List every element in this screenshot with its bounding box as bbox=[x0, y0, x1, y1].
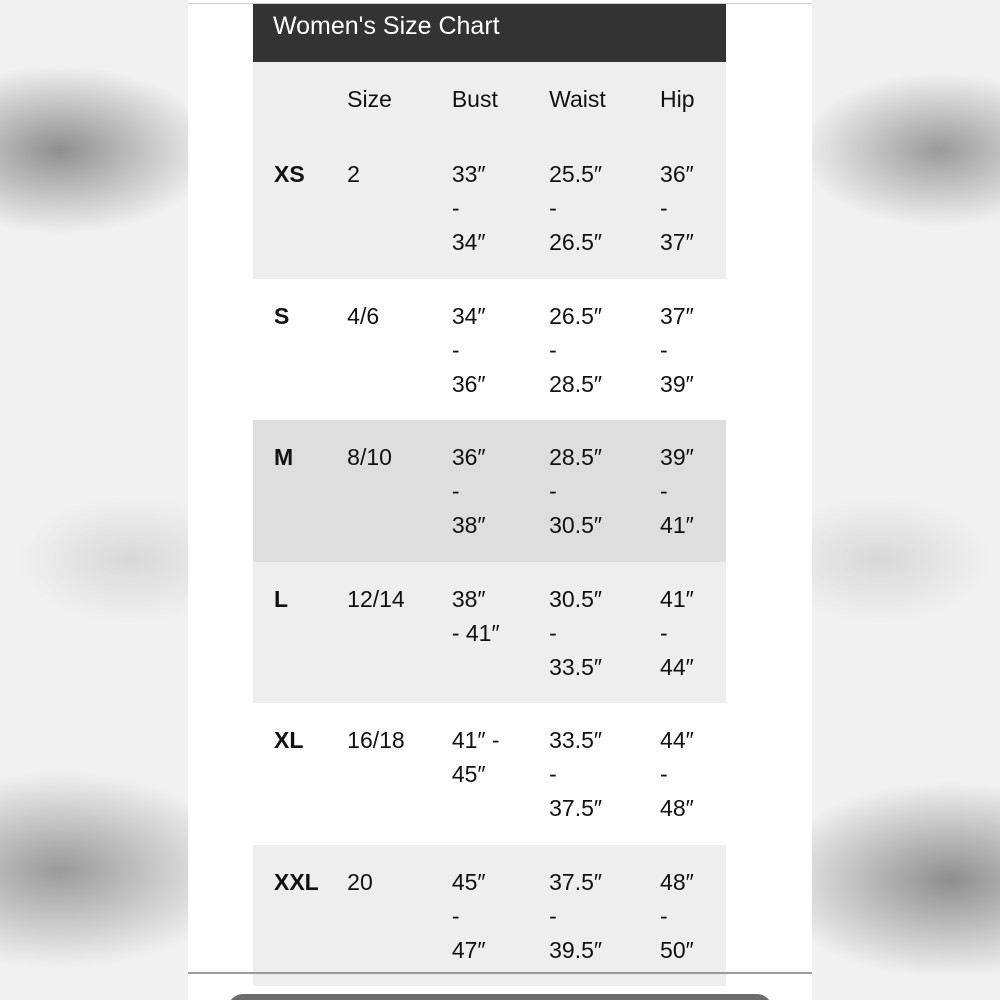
hip-cell: 48″ - 50″ bbox=[660, 868, 694, 963]
row-label: L bbox=[274, 585, 289, 612]
bust-cell: 36″ - 38″ bbox=[451, 444, 486, 538]
hip-cell: 44″ - 48″ bbox=[660, 727, 694, 821]
hip-cell: 37″ - 39″ bbox=[660, 302, 694, 397]
bust-cell: 34″ - 36″ bbox=[451, 302, 486, 397]
header-size: Size bbox=[347, 86, 392, 112]
header-bust: Bust bbox=[451, 86, 498, 112]
row-label: XXL bbox=[274, 868, 319, 895]
header-empty bbox=[253, 62, 347, 137]
size-cell: 2 bbox=[347, 161, 360, 187]
waist-cell: 30.5″ - 33.5″ bbox=[549, 585, 603, 680]
row-label: XS bbox=[274, 161, 305, 187]
table-row bbox=[253, 420, 726, 562]
row-label: XL bbox=[274, 727, 304, 753]
size-table bbox=[253, 62, 726, 986]
table-header-row bbox=[253, 62, 726, 137]
table-row bbox=[253, 703, 726, 845]
hip-cell: 41″ - 44″ bbox=[660, 585, 694, 680]
size-cell: 4/6 bbox=[347, 302, 380, 329]
size-cell: 8/10 bbox=[347, 444, 392, 470]
row-label: S bbox=[274, 302, 290, 329]
table-row bbox=[253, 845, 726, 987]
chart-title: Women's Size Chart bbox=[253, 4, 726, 62]
bust-cell: 33″ - 34″ bbox=[451, 161, 486, 255]
bust-cell: 45″ - 47″ bbox=[451, 868, 486, 963]
header-waist: Waist bbox=[549, 86, 606, 112]
bottom-divider bbox=[188, 972, 812, 974]
size-cell: 16/18 bbox=[347, 727, 405, 753]
phone-screen bbox=[188, 0, 812, 1000]
table-row bbox=[253, 137, 726, 279]
waist-cell: 37.5″ - 39.5″ bbox=[549, 868, 603, 963]
waist-cell: 33.5″ - 37.5″ bbox=[549, 727, 603, 821]
bottom-bar[interactable] bbox=[228, 994, 772, 1000]
table-row bbox=[253, 562, 726, 704]
row-label: M bbox=[274, 444, 294, 470]
hip-cell: 39″ - 41″ bbox=[660, 444, 694, 538]
waist-cell: 28.5″ - 30.5″ bbox=[549, 444, 603, 538]
size-chart bbox=[253, 4, 726, 986]
hip-cell: 36″ - 37″ bbox=[660, 161, 694, 255]
bust-cell: 41″ - 45″ bbox=[451, 727, 500, 787]
size-cell: 12/14 bbox=[347, 585, 405, 612]
size-cell: 20 bbox=[347, 868, 373, 895]
waist-cell: 26.5″ - 28.5″ bbox=[549, 302, 603, 397]
header-hip: Hip bbox=[660, 86, 695, 112]
table-row bbox=[253, 279, 726, 421]
bust-cell: 38″ - 41″ bbox=[451, 585, 500, 646]
waist-cell: 25.5″ - 26.5″ bbox=[549, 161, 603, 255]
